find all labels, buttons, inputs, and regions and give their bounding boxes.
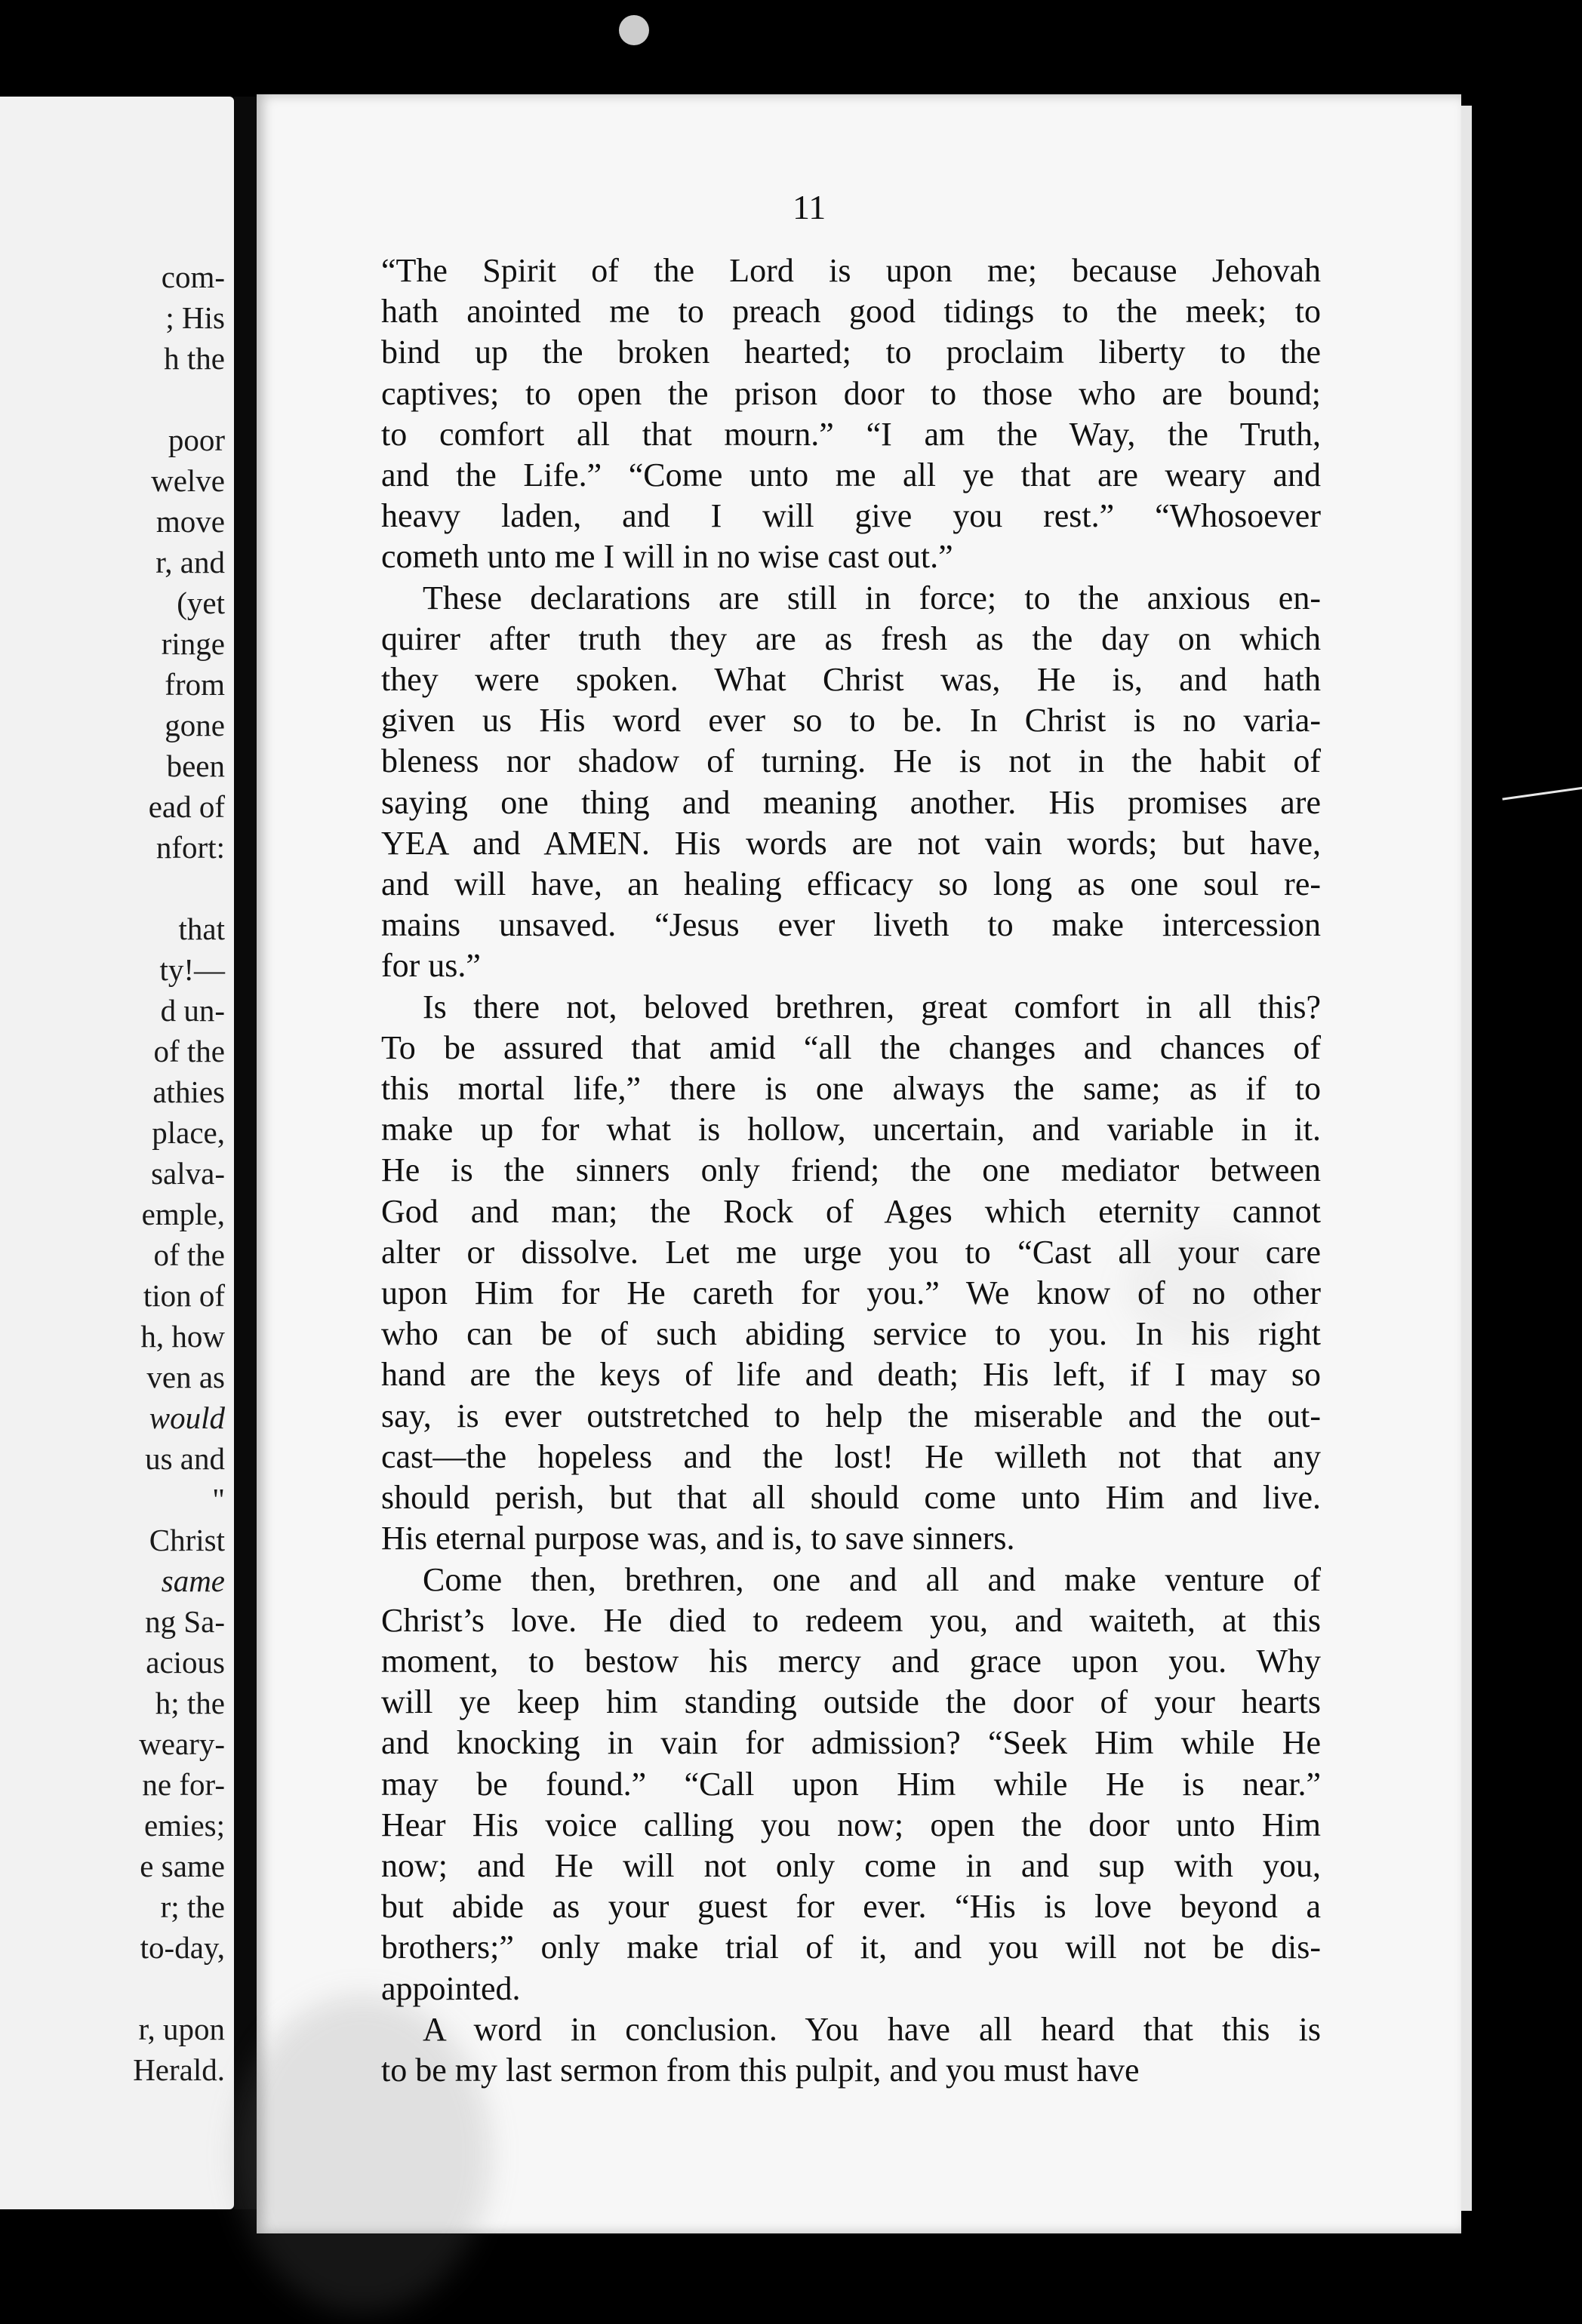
facing-page-line: " bbox=[212, 1482, 225, 1517]
text-line: make up for what is hollow, uncertain, and variable in it. bbox=[381, 1111, 1321, 1148]
body-text bbox=[381, 251, 1321, 2091]
text-line: bleness nor shadow of turning. He is not in the habit of bbox=[381, 742, 1321, 780]
page-number: 11 bbox=[793, 188, 826, 226]
facing-page-line: emple, bbox=[141, 1197, 225, 1231]
facing-page-line: athies bbox=[152, 1074, 225, 1109]
text-line: hath anointed me to preach good tidings to the meek; to bbox=[381, 293, 1321, 330]
text-line: heavy laden, and I will give you rest.” “Whosoever bbox=[381, 497, 1321, 535]
facing-page-line: Herald. bbox=[133, 2052, 225, 2087]
facing-page-line bbox=[133, 868, 225, 908]
text-line: appointed. bbox=[381, 1969, 521, 2007]
text-line: given us His word ever so to be. In Christ is no varia- bbox=[381, 702, 1321, 739]
text-line: moment, to bestow his mercy and grace upon you. Why bbox=[381, 1642, 1321, 1680]
text-line: they were spoken. What Christ was, He is, and hath bbox=[381, 661, 1321, 699]
text-line: He is the sinners only friend; the one mediator between bbox=[381, 1151, 1321, 1189]
text-line: brothers;” only make trial of it, and you will not be dis- bbox=[381, 1929, 1321, 1966]
text-line: A word in conclusion. You have all heard that this is bbox=[423, 2010, 1321, 2048]
facing-page-line bbox=[133, 1968, 225, 2009]
facing-page-line: h, how bbox=[140, 1319, 225, 1354]
facing-page-line: us and bbox=[145, 1441, 225, 1476]
facing-page-line: h; the bbox=[155, 1686, 225, 1720]
facing-page-line: ne for- bbox=[142, 1767, 225, 1802]
dust-speck bbox=[619, 15, 649, 45]
facing-page-line: welve bbox=[151, 463, 225, 498]
text-line: who can be of such abiding service to you. In his right bbox=[381, 1315, 1321, 1353]
facing-page-line: would bbox=[149, 1400, 225, 1435]
facing-page-line: ead of bbox=[148, 789, 225, 824]
text-line: Hear His voice calling you now; open the door unto Him bbox=[381, 1806, 1321, 1843]
facing-page-line: Christ bbox=[149, 1523, 225, 1557]
facing-page-line: to-day, bbox=[140, 1930, 225, 1965]
page-edge bbox=[1461, 106, 1472, 2211]
text-line: His eternal purpose was, and is, to save sinners. bbox=[381, 1520, 1015, 1557]
text-line: to be my last sermon from this pulpit, and you must have bbox=[381, 2051, 1140, 2089]
text-line: Come then, brethren, one and all and make venture of bbox=[423, 1560, 1321, 1598]
facing-page-line: d un- bbox=[160, 993, 225, 1028]
facing-page-line: r, upon bbox=[138, 2012, 225, 2046]
facing-page-line: com- bbox=[161, 260, 225, 294]
text-line: now; and He will not only come in and sup with you, bbox=[381, 1846, 1321, 1884]
text-line: These declarations are still in force; to the anxious en- bbox=[423, 579, 1321, 616]
facing-page-line: from bbox=[165, 667, 225, 702]
facing-page-line: of the bbox=[153, 1034, 225, 1068]
facing-page-line: same bbox=[161, 1563, 225, 1598]
facing-page-line: h the bbox=[164, 341, 225, 376]
text-line: To be assured that amid “all the changes and chances of bbox=[381, 1028, 1321, 1066]
facing-page-line: nfort: bbox=[155, 830, 225, 865]
text-line: God and man; the Rock of Ages which eternity cannot bbox=[381, 1192, 1321, 1230]
text-line: Is there not, beloved brethren, great comfort in all this? bbox=[423, 988, 1321, 1025]
text-line: captives; to open the prison door to those who are bound; bbox=[381, 374, 1321, 412]
facing-page-line: poor bbox=[168, 423, 225, 457]
text-line: may be found.” “Call upon Him while He is near.” bbox=[381, 1765, 1321, 1803]
facing-page-line: r, and bbox=[155, 545, 225, 579]
facing-page-line: ; His bbox=[165, 300, 225, 335]
facing-page-line: ven as bbox=[146, 1360, 225, 1394]
text-line: this mortal life,” there is one always the same; as if to bbox=[381, 1070, 1321, 1108]
text-line: YEA and AMEN. His words are not vain words; but have, bbox=[381, 824, 1321, 862]
facing-page-line: place, bbox=[152, 1115, 225, 1150]
text-line: bind up the broken hearted; to proclaim liberty to the bbox=[381, 334, 1321, 371]
text-line: will ye keep him standing outside the door of your hearts bbox=[381, 1683, 1321, 1721]
facing-page-line: ty!— bbox=[159, 952, 225, 987]
text-line: and the Life.” “Come unto me all ye that are weary and bbox=[381, 456, 1321, 494]
facing-page-left bbox=[0, 97, 234, 2209]
film-scratch bbox=[1502, 786, 1582, 800]
text-line: quirer after truth they are as fresh as the day on which bbox=[381, 619, 1321, 657]
facing-page-line: weary- bbox=[139, 1726, 225, 1761]
text-line: should perish, but that all should come unto Him and live. bbox=[381, 1479, 1321, 1517]
text-line: hand are the keys of life and death; His left, if I may so bbox=[381, 1356, 1321, 1394]
text-line: and will have, an healing efficacy so long as one soul re- bbox=[381, 865, 1321, 903]
text-line: to comfort all that mourn.” “I am the Way, the Truth, bbox=[381, 415, 1321, 453]
facing-page-line: that bbox=[178, 911, 225, 946]
facing-page-line: ng Sa- bbox=[145, 1604, 225, 1639]
text-line: upon Him for He careth for you.” We know of no other bbox=[381, 1274, 1321, 1312]
facing-page-line: acious bbox=[146, 1645, 225, 1680]
facing-page-line: e same bbox=[140, 1849, 225, 1883]
facing-page-line: emies; bbox=[143, 1808, 225, 1843]
facing-page-line: gone bbox=[165, 708, 225, 742]
text-line: but abide as your guest for ever. “His is love beyond a bbox=[381, 1888, 1321, 1926]
text-line: cast—the hopeless and the lost! He willeth not that any bbox=[381, 1437, 1321, 1475]
facing-page-line: (yet bbox=[177, 586, 225, 620]
text-line: “The Spirit of the Lord is upon me; because Jehovah bbox=[381, 252, 1321, 289]
text-line: saying one thing and meaning another. His promises are bbox=[381, 783, 1321, 821]
text-line: and knocking in vain for admission? “Seek Him while He bbox=[381, 1724, 1321, 1762]
facing-page-line: salva- bbox=[151, 1156, 225, 1191]
text-line: Christ’s love. He died to redeem you, and waiteth, at this bbox=[381, 1601, 1321, 1639]
facing-page-line: of the bbox=[153, 1237, 225, 1272]
text-line: cometh unto me I will in no wise cast out.” bbox=[381, 538, 953, 576]
facing-page-line: ringe bbox=[161, 626, 225, 661]
text-line: for us.” bbox=[381, 947, 481, 985]
text-line: mains unsaved. “Jesus ever liveth to make intercession bbox=[381, 906, 1321, 944]
facing-page-line: move bbox=[155, 504, 225, 539]
facing-page-line: been bbox=[166, 749, 225, 783]
facing-page-text bbox=[133, 257, 225, 2090]
facing-page-line: tion of bbox=[143, 1278, 225, 1313]
facing-page-line: r; the bbox=[160, 1889, 225, 1924]
book-gutter bbox=[234, 97, 257, 2209]
text-line: alter or dissolve. Let me urge you to “Cast all your care bbox=[381, 1233, 1321, 1271]
text-line: say, is ever outstretched to help the miserable and the out- bbox=[381, 1397, 1321, 1434]
facing-page-line bbox=[133, 379, 225, 420]
